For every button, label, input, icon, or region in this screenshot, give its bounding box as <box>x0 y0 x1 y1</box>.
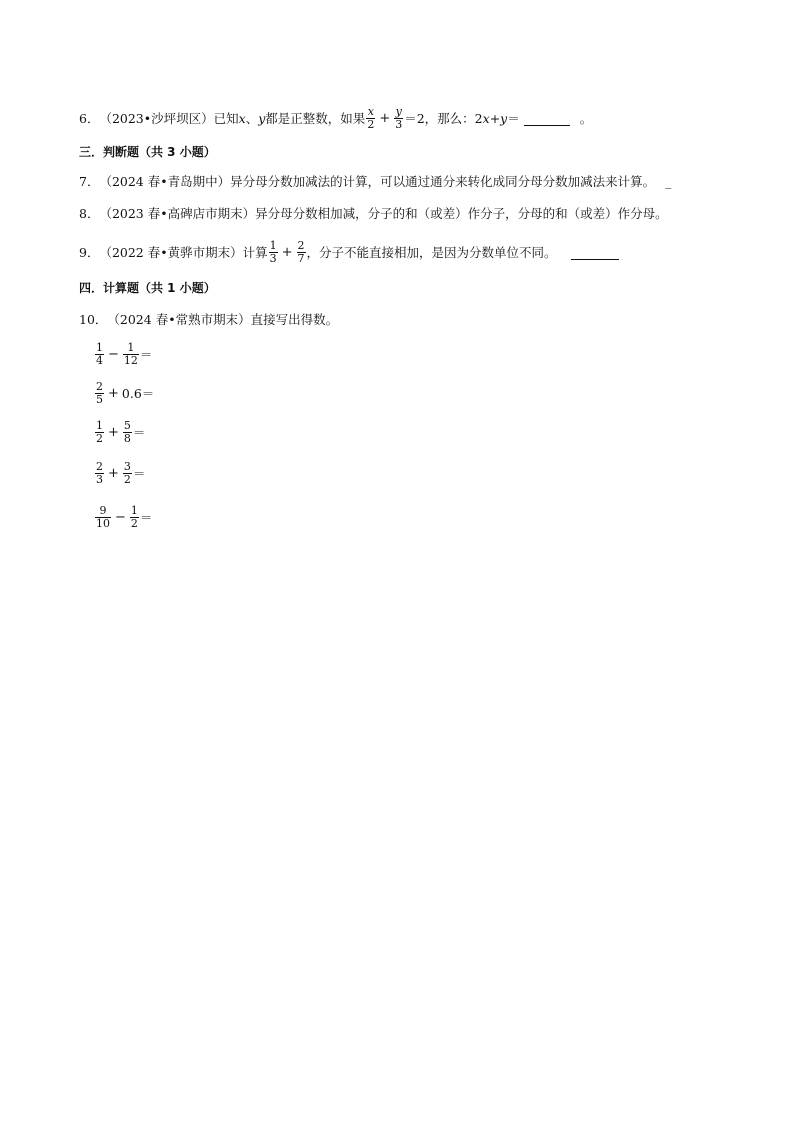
expr-x: x <box>482 110 490 126</box>
answer-blank[interactable] <box>524 111 570 126</box>
decimal-value: 0.6 <box>121 385 142 401</box>
equals-sign: ＝ <box>141 385 155 401</box>
numerator: 2 <box>297 239 305 252</box>
question-text: 异分母分数加减法的计算，可以通过通分来转化成同分母分数加减法来计算。 <box>230 174 656 189</box>
expr-y: y <box>500 110 508 126</box>
question-source: （2023•沙坪坝区） <box>99 110 214 126</box>
calc-item <box>94 381 154 406</box>
fraction <box>95 420 104 445</box>
denominator: 2 <box>123 473 131 486</box>
calc-item <box>94 461 145 486</box>
calc-item <box>94 342 152 367</box>
denominator: 12 <box>123 354 138 367</box>
question-number: 7． <box>79 174 100 189</box>
period: 。 <box>579 110 593 126</box>
numerator: 1 <box>269 239 277 252</box>
section-heading-3: 三．判断题（共 3 小题） <box>79 145 216 159</box>
fraction-1-over-3 <box>269 240 278 265</box>
variable-y: y <box>258 110 266 126</box>
fraction <box>123 342 139 367</box>
question-text: 异分母分数相加减，分子的和（或差）作分子，分母的和（或差）作分母。 <box>255 206 668 221</box>
question-text: 都是正整数，如果 <box>265 110 366 126</box>
denominator: 3 <box>269 252 277 265</box>
equals-sign: ＝ <box>132 465 146 481</box>
question-number: 10． <box>79 312 108 327</box>
fraction-2-over-7 <box>297 240 306 265</box>
question-text: 直接写出得数。 <box>250 312 339 327</box>
fraction <box>130 505 139 530</box>
question-source: （2022 春•黄骅市期末） <box>99 244 243 260</box>
variable-x: x <box>238 110 246 126</box>
operator: − <box>108 346 119 362</box>
fraction <box>95 342 104 367</box>
question-8 <box>79 204 754 224</box>
question-text: 计算 <box>242 244 268 260</box>
denominator: 2 <box>96 432 103 445</box>
denominator: 3 <box>395 118 403 131</box>
question-text: ，分子不能直接相加，是因为分数单位不同。 <box>306 244 557 260</box>
numerator: y <box>395 105 402 118</box>
numerator: 1 <box>130 504 138 517</box>
answer-blank[interactable]: _ <box>665 174 672 189</box>
fraction <box>95 381 104 406</box>
numerator: 1 <box>96 341 103 354</box>
denominator: 10 <box>96 517 110 530</box>
denominator: 5 <box>96 393 103 406</box>
equation-value: ＝2，那么：2 <box>404 110 483 126</box>
numerator: 2 <box>96 460 103 473</box>
question-source: （2024 春•青岛期中） <box>99 174 231 189</box>
question-10 <box>79 310 754 330</box>
denominator: 7 <box>297 252 305 265</box>
numerator: 2 <box>96 380 103 393</box>
operator: + <box>108 465 119 481</box>
numerator: 1 <box>96 419 103 432</box>
plus-sign: + <box>281 244 293 260</box>
numerator: 9 <box>99 504 107 517</box>
separator: 、 <box>245 110 259 126</box>
numerator: 5 <box>123 419 131 432</box>
section-heading-4: 四．计算题（共 1 小题） <box>79 281 216 295</box>
operator: + <box>108 424 119 440</box>
question-6 <box>79 106 754 131</box>
equals-sign: ＝ <box>139 509 153 525</box>
equals-sign: ＝ <box>132 424 146 440</box>
denominator: 4 <box>96 354 103 367</box>
fraction-x-over-2 <box>366 106 375 131</box>
denominator: 8 <box>123 432 131 445</box>
question-source: （2024 春•常熟市期末） <box>107 312 251 327</box>
question-number: 6． <box>79 110 100 126</box>
numerator: 3 <box>123 460 131 473</box>
equals-sign: ＝ <box>139 346 153 362</box>
question-number: 9． <box>79 244 100 260</box>
plus-sign: + <box>379 110 391 126</box>
fraction <box>123 461 132 486</box>
denominator: 3 <box>96 473 103 486</box>
question-9 <box>79 240 754 265</box>
denominator: 2 <box>367 118 375 131</box>
question-7 <box>79 172 754 192</box>
fraction <box>95 461 104 486</box>
expr-equals: ＝ <box>507 110 520 126</box>
calc-item <box>94 505 152 530</box>
operator: + <box>108 385 119 401</box>
question-text: 已知 <box>213 110 239 126</box>
expr-plus: + <box>489 110 501 126</box>
numerator: 1 <box>127 341 135 354</box>
numerator: x <box>367 105 374 118</box>
question-source: （2023 春•高碑店市期末） <box>99 206 256 221</box>
question-number: 8． <box>79 206 100 221</box>
calc-item <box>94 420 145 445</box>
denominator: 2 <box>130 517 138 530</box>
fraction <box>123 420 132 445</box>
operator: − <box>115 509 126 525</box>
fraction-y-over-3 <box>394 106 403 131</box>
answer-blank[interactable] <box>571 245 619 260</box>
fraction <box>95 505 111 530</box>
